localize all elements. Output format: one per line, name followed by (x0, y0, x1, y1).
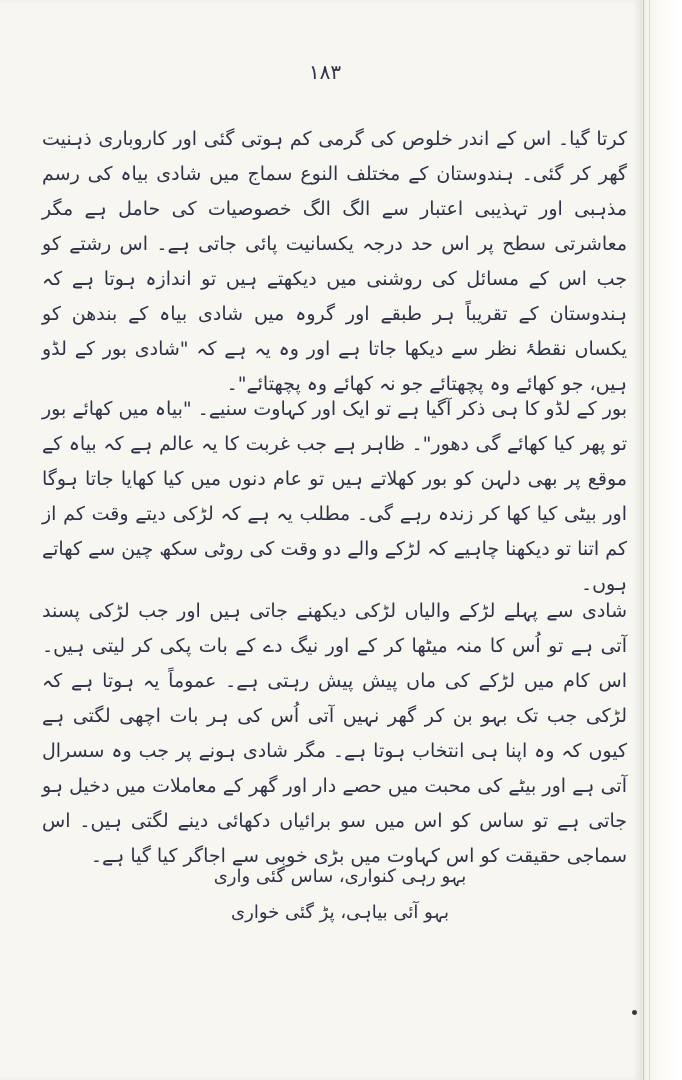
paragraph-1 (42, 122, 627, 402)
paragraph-text: کرتا گیا۔ اس کے اندر خلوص کی گرمی کم ہوتی گئی اور کاروباری ذہنیت گھر کر گئی۔ ہندوستان کے مختلف النوع سماج میں شادی بیاہ کی رسم مذہبی اور تہذیبی اعتبار سے الگ الگ خصوصیات کی حامل ہے مگر معاشرتی سطح پر اس حد درجہ یکسانیت پائی جاتی ہے۔ اس رشتے کو جب اس کے مسائل کی روشنی میں دیکھتے ہیں تو اندازہ ہوتا ہے کہ ہندوستان کے تقریباً ہر طبقے اور گروہ میں شادی بیاہ کے بندھن کو یکساں نقطۂ نظر سے دیکھا جاتا ہے اور وہ یہ ہے کہ "شادی بور کے لڈو ہیں، جو کھائے وہ پچھتائے جو نہ کھائے وہ پچھتائے"۔ (42, 128, 627, 395)
page-number: ۱۸۳ (308, 60, 342, 84)
page-edge-line (643, 0, 644, 1080)
paragraph-text: بور کے لڈو کا ہی ذکر آگیا ہے تو ایک اور کہاوت سنیے۔ "بیاہ میں کھائے بور تو پھر کیا کھائے گی دھور"۔ ظاہر ہے جب غربت کا یہ عالم ہے کہ بیاہ کے موقع پر بھی دلہن کو بور کھلاتے ہیں تو عام دنوں میں کیا کھایا جاتا ہوگا اور بیٹی کیا کھا کر زندہ رہے گی۔ مطلب یہ ہے کہ لڑکی دیتے وقت کم از کم اتنا تو دیکھنا چاہیے کہ لڑکے والے دو وقت کی روٹی سکھ چین سے کھاتے ہوں۔ (42, 398, 627, 595)
page-edge-line (649, 0, 650, 1080)
paragraph-3 (42, 594, 627, 874)
ink-dot (632, 1010, 637, 1015)
paragraph-text: شادی سے پہلے لڑکے والیاں لڑکی دیکھنے جاتی ہیں اور جب لڑکی پسند آتی ہے تو اُس کا منہ میٹھا کر کے اور نیگ دے کے بات پکی کر لیتی ہیں۔ اس کام میں لڑکے کی ماں پیش پیش رہتی ہے۔ عموماً یہ ہوتا ہے کہ لڑکی جب تک بہو بن کر گھر نہیں آتی اُس کی ہر بات اچھی لگتی ہے کیوں کہ وہ اپنا ہی انتخاب ہوتا ہے۔ مگر شادی ہونے پر جب وہ سسرال آتی ہے اور بیٹے کی محبت میں حصے دار اور گھر کے معاملات میں دخیل ہو جاتی ہے تو ساس کو اس میں سو برائیاں دکھائی دینے لگتی ہیں۔ اس سماجی حقیقت کو اس کہاوت میں بڑی خوبی سے اجاگر کیا گیا ہے۔ (42, 600, 627, 867)
verse-line-2: بہو آئی بیاہی، پڑ گئی خواری (231, 902, 449, 923)
paragraph-2 (42, 392, 627, 602)
verse-line-1: بہو رہی کنواری، ساس گئی واری (213, 866, 467, 887)
page-edge (640, 0, 682, 1080)
